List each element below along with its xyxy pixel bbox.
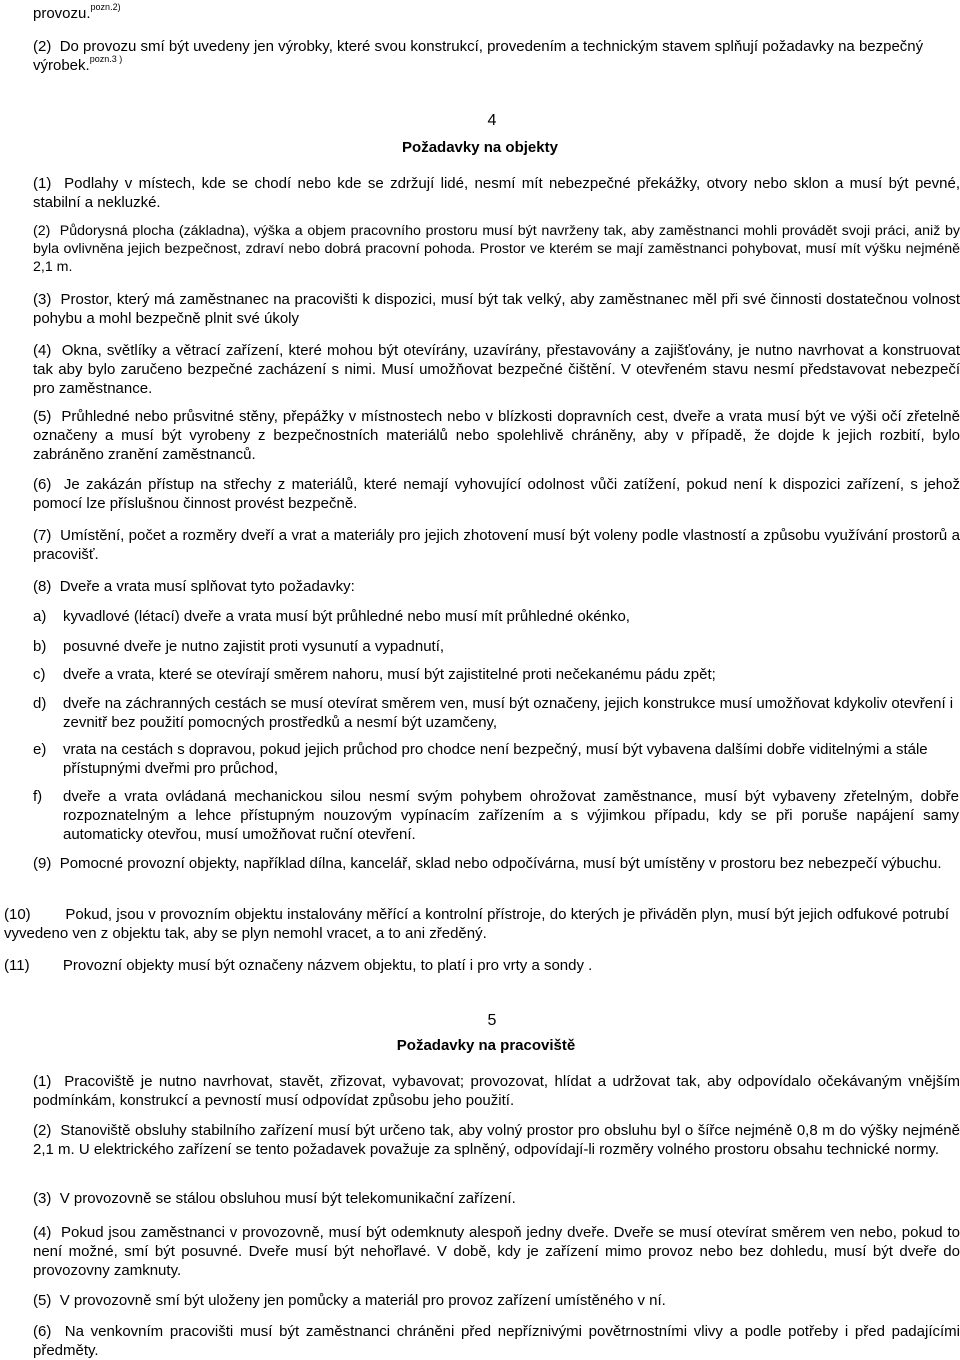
paragraph xyxy=(33,1189,960,1208)
paragraph xyxy=(33,1072,960,1110)
paragraph-text: Průhledné nebo průsvitné stěny, přepážky v místnostech nebo v blízkosti dopravních cest, dveře a vrata musí být ve výši očí zřetelně označeny a musí být vyrobeny z bezpečnostních materiálů nebo spolehlivě chráněny, aby v případě, že dojde k jejich rozbití, bylo zabráněno zranění zaměstnanců. xyxy=(33,408,960,463)
paragraph-number: (1) xyxy=(33,175,52,192)
list-item-label: a) xyxy=(33,608,47,625)
paragraph-text: Pracoviště je nutno navrhovat, stavět, zřizovat, vybavovat; provozovat, hlídat a udržovat tak, aby odpovídalo očekávaným vnějším podmínkám, konstrukcí a pevností musí odpovídat způsobu jeho použití. xyxy=(33,1073,960,1109)
paragraph-text: Prostor, který má zaměstnanec na pracovišti k dispozici, musí být tak velký, aby zaměstnanec měl při své činnosti dostatečnou volnost pohybu a mohl bezpečně plnit své úkoly xyxy=(33,291,960,327)
paragraph-number: (2) xyxy=(33,223,51,239)
paragraph-number: (5) xyxy=(33,408,52,425)
list-item-label: c) xyxy=(33,666,46,683)
paragraph xyxy=(33,1223,960,1280)
paragraph-text: Pomocné provozní objekty, například dílna, kancelář, sklad nebo odpočívárna, musí být umístěny v prostoru bez nebezpečí výbuchu. xyxy=(59,855,942,872)
paragraph xyxy=(33,526,960,564)
paragraph xyxy=(33,407,960,464)
list-item-label: b) xyxy=(33,638,47,655)
list-item-label: e) xyxy=(33,741,47,758)
paragraph xyxy=(33,341,960,398)
section-number: 4 xyxy=(487,112,497,129)
paragraph-text: Okna, světlíky a větrací zařízení, které mohou být otevírány, uzavírány, přestavovány a zajišťovány, je nutno navrhovat a konstruovat tak aby bylo zaručeno bezpečné zacházení s nimi. Musí umožňovat bezpečné čištění. V otevřeném stavu nesmí představovat nebezpečí pro zaměstnance. xyxy=(33,342,960,397)
paragraph-text: Umístění, počet a rozměry dveří a vrat a materiály pro jejich zhotovení musí být voleny podle vlastností a způsobu využívání prostorů a pracovišť. xyxy=(33,527,960,563)
list-item-text: vrata na cestách s dopravou, pokud jejich průchod pro chodce není bezpečný, musí být vybavena dalšími dobře viditelnými a stále přístupnými dveřmi pro průchod, xyxy=(63,741,928,777)
paragraph xyxy=(4,956,931,975)
paragraph-number: (7) xyxy=(33,527,52,544)
paragraph xyxy=(33,290,960,328)
list-item xyxy=(33,740,960,780)
paragraph-text: Pokud jsou zaměstnanci v provozovně, musí být odemknuty alespoň jedny dveře. Dveře se musí otevírat směrem ven nebo, pokud to není možné, smí být posuvné. Dveře musí být nehořlavé. V době, kdy je zařízení mimo provoz nebo bez dohledu, musí být dveře do provozovny zamknuty. xyxy=(33,1224,960,1279)
list-item-text: kyvadlové (létací) dveře a vrata musí být průhledné nebo musí mít průhledné okénko, xyxy=(63,608,630,625)
paragraph-number: (1) xyxy=(33,1073,52,1090)
continuation-text: provozu. xyxy=(33,5,91,22)
paragraph xyxy=(33,1291,960,1310)
list-item xyxy=(33,694,960,734)
paragraph xyxy=(33,222,960,276)
paragraph xyxy=(33,475,960,513)
paragraph-number: (9) xyxy=(33,855,52,872)
paragraph-text: V provozovně smí být uloženy jen pomůcky a materiál pro provoz zařízení umístěného v ní. xyxy=(59,1292,666,1309)
paragraph-text: Pokud, jsou v provozním objektu instalovány měřící a kontrolní přístroje, do kterých je přiváděn plyn, musí být jejich odfukové potrubí vyvedeno ven z objektu tak, aby se plyn nemohl vracet, a to ani zředěný. xyxy=(4,906,950,942)
list-item xyxy=(33,607,960,627)
list-item xyxy=(33,665,960,685)
footnote-ref: pozn.3 ) xyxy=(89,54,123,64)
paragraph-number: (5) xyxy=(33,1292,52,1309)
paragraph xyxy=(33,577,960,596)
paragraph xyxy=(33,174,960,212)
paragraph-text: Je zakázán přístup na střechy z materiálů, které nemají vyhovující odolnost vůči zatížení, pokud není k dispozici zařízení, s jehož pomocí lze příslušnou činnost provést bezpečně. xyxy=(33,476,960,512)
paragraph-number: (4) xyxy=(33,1224,52,1241)
paragraph xyxy=(33,854,960,873)
continuation-line xyxy=(33,4,960,23)
paragraph xyxy=(33,1121,960,1159)
paragraph-text: Půdorysná plocha (základna), výška a objem pracovního prostoru musí být navrženy tak, aby zaměstnanci mohli provádět svoji práci, aniž by byla ovlivněna jejich bezpečnost, zdraví nebo dobrá pracovní pohoda. Prostor ve kterém se mají zaměstnanci pohybovat, musí mít výšku nejméně 2,1 m. xyxy=(33,223,960,275)
paragraph-number: (11) xyxy=(4,957,30,974)
list-item xyxy=(33,637,960,657)
footnote-ref: pozn.2) xyxy=(90,2,121,12)
paragraph xyxy=(4,905,949,943)
paragraph-number: (6) xyxy=(33,476,52,493)
list-item-text: dveře a vrata ovládaná mechanickou silou nesmí svým pohybem ohrožovat zaměstnance, musí být vybaveny zřetelným, dobře rozpoznatelným a lehce přístupným nouzovým vypínacím zařízením a s výjimkou případu, kdy se při poruše napájení samy automaticky otevřou, musí umožňovat ruční otevření. xyxy=(63,788,959,843)
section-title: Požadavky na objekty xyxy=(402,139,558,156)
paragraph-text: V provozovně se stálou obsluhou musí být telekomunikační zařízení. xyxy=(59,1190,516,1207)
paragraph-number: (6) xyxy=(33,1323,52,1340)
section-title: Požadavky na pracoviště xyxy=(396,1037,576,1054)
paragraph xyxy=(33,1322,960,1360)
list-item-text: posuvné dveře je nutno zajistit proti vysunutí a vypadnutí, xyxy=(63,638,445,655)
paragraph xyxy=(33,37,960,75)
paragraph-text: Podlahy v místech, kde se chodí nebo kde se zdržují lidé, nesmí mít nebezpečné překážky, otvory nebo sklon a musí být pevné, stabilní a nekluzké. xyxy=(33,175,960,211)
paragraph-text: Dveře a vrata musí splňovat tyto požadavky: xyxy=(59,578,355,595)
paragraph-number: (10) xyxy=(4,906,31,923)
paragraph-text: Na venkovním pracovišti musí být zaměstnanci chráněni před nepříznivými povětrnostními vlivy a podle potřeby i před padajícími předměty. xyxy=(33,1323,960,1359)
paragraph-number: (3) xyxy=(33,291,52,308)
paragraph-number: (8) xyxy=(33,578,52,595)
paragraph-text: Do provozu smí být uvedeny jen výrobky, které svou konstrukcí, provedením a technickým stavem splňují požadavky na bezpečný výrobek. xyxy=(33,38,924,74)
paragraph-number: (3) xyxy=(33,1190,52,1207)
section-number: 5 xyxy=(487,1012,497,1029)
paragraph-number: (2) xyxy=(33,1122,52,1139)
list-item-label: d) xyxy=(33,695,47,712)
list-item-label: f) xyxy=(33,788,43,805)
list-item-text: dveře a vrata, které se otevírají směrem nahoru, musí být zajistitelné proti nečekanému pádu zpět; xyxy=(63,666,716,683)
paragraph-number: (2) xyxy=(33,38,52,55)
paragraph-number: (4) xyxy=(33,342,52,359)
list-item-text: dveře na záchranných cestách se musí otevírat směrem ven, musí být označeny, jejich konstrukce musí umožňovat kdykoliv otevření i zevnitř bez použití pomocných prostředků a nesmí být uzamčeny, xyxy=(63,695,954,731)
paragraph-text: Provozní objekty musí být označeny názvem objektu, to platí i pro vrty a sondy . xyxy=(62,957,593,974)
list-item xyxy=(33,787,960,847)
paragraph-text: Stanoviště obsluhy stabilního zařízení musí být určeno tak, aby volný prostor pro obsluhu byl o šířce nejméně 0,8 m do výšky nejméně 2,1 m. U elektrického zařízení se tento požadavek považuje za splněný, odpovídají-li rozměry volného prostoru obsahu technické normy. xyxy=(33,1122,960,1158)
